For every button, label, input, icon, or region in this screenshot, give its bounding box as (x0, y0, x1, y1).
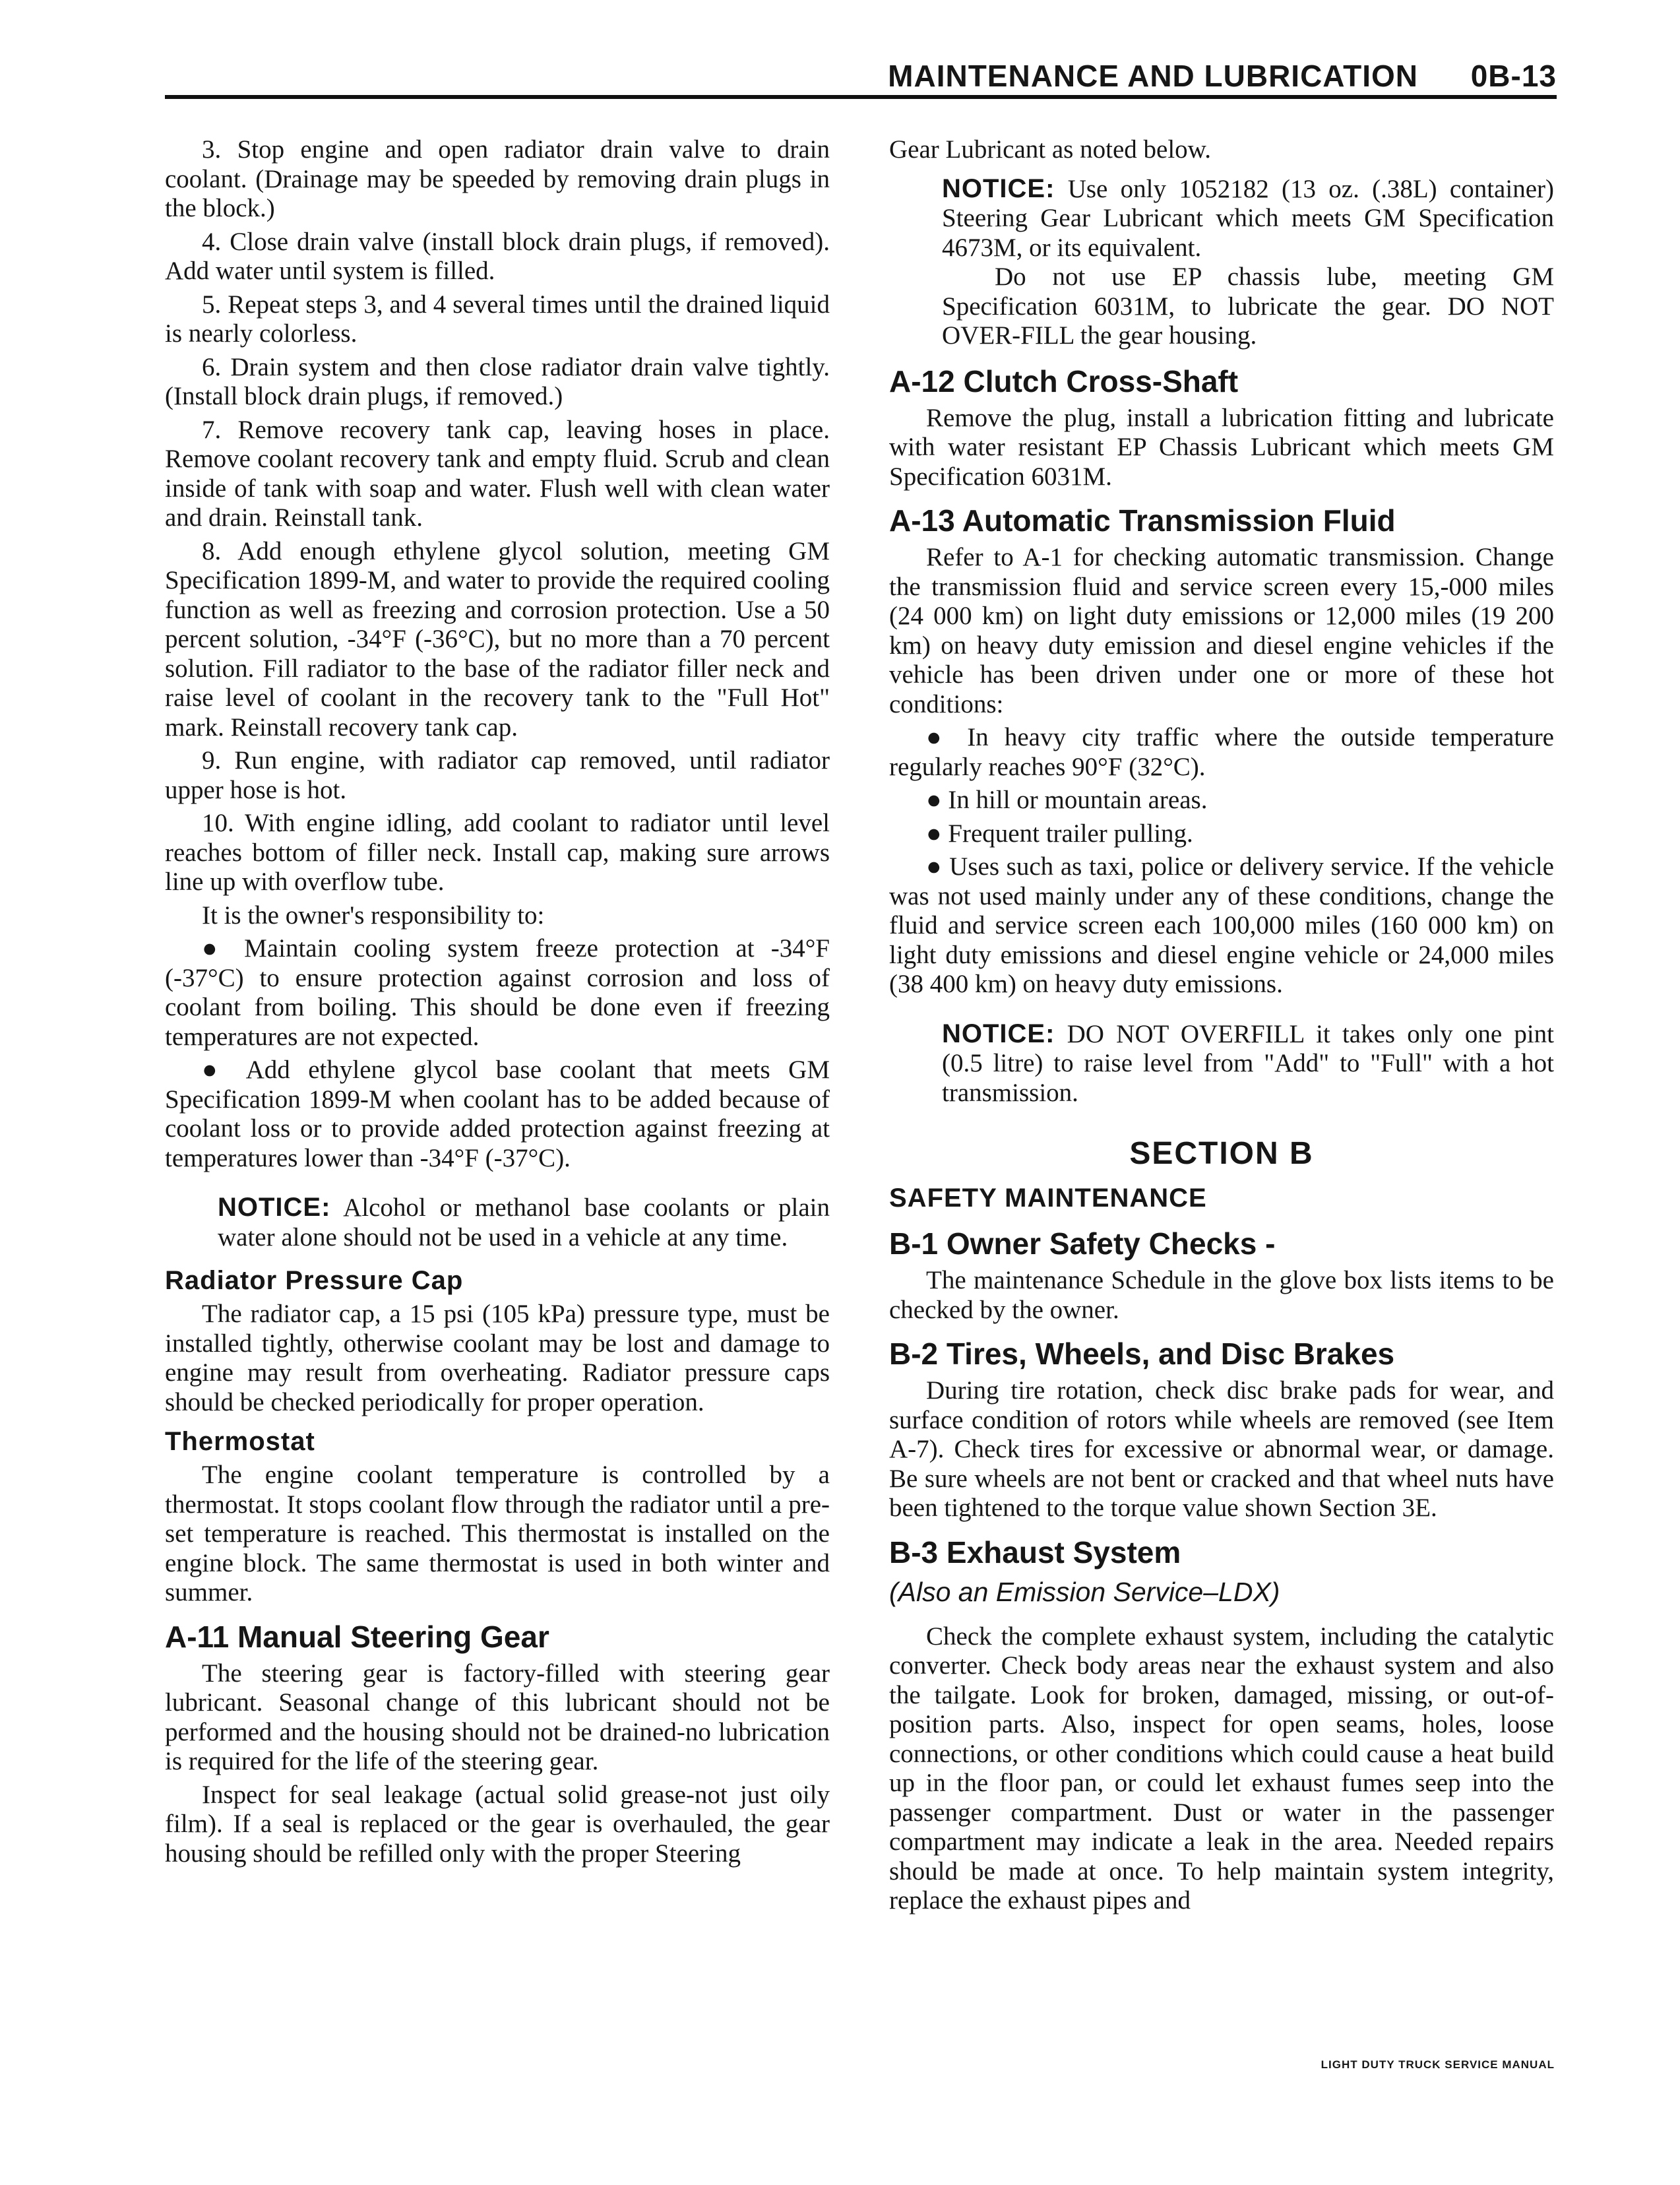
paragraph: The engine coolant temperature is controlled by a thermostat. It stops coolant flow through the radiator until a pre-set temperature is reached. This thermostat is installed on the engine block. The same thermostat is used in both winter and summer. (165, 1461, 830, 1606)
header-title: MAINTENANCE AND LUBRICATION (888, 59, 1418, 93)
section-heading: A-11 Manual Steering Gear (165, 1619, 549, 1654)
paragraph: It is the owner's responsibility to: (202, 901, 545, 930)
section-heading: A-12 Clutch Cross-Shaft (889, 364, 1239, 398)
subheading: Radiator Pressure Cap (165, 1266, 464, 1295)
notice-text: Do not use EP chassis lube, meeting GM Specification 6031M, to lubricate the gear. DO NOT OVER-FILL the gear housing. (942, 263, 1554, 350)
paragraph: 10. With engine idling, add coolant to radiator until level reaches bottom of filler neck. Install cap, making sure arrows line up with overflow tube. (165, 809, 830, 896)
paragraph: 9. Run engine, with radiator cap removed, until radiator upper hose is hot. (165, 746, 830, 804)
section-title: SECTION B (1129, 1136, 1314, 1171)
notice-label: NOTICE: (942, 1019, 1055, 1048)
notice-text: Alcohol or methanol base coolants or plain water alone should not be used in a vehicle at any time. (218, 1193, 830, 1251)
section-heading: B-2 Tires, Wheels, and Disc Brakes (889, 1337, 1395, 1371)
bullet-item: ● In heavy city traffic where the outside temperature regularly reaches 90°F (32°C). (889, 723, 1554, 781)
right-column (889, 135, 1554, 1920)
paragraph: Refer to A-1 for checking automatic transmission. Change the transmission fluid and service screen every 15,-000 miles (24 000 km) on light duty emissions or 12,000 miles (19 200 km) on heavy duty emission and diesel engine vehicles if the vehicle has been driven under one or more of these hot conditions: (889, 543, 1554, 718)
paragraph: 5. Repeat steps 3, and 4 several times until the drained liquid is nearly colorless. (165, 290, 830, 348)
paragraph: Gear Lubricant as noted below. (889, 135, 1212, 164)
paragraph: 8. Add enough ethylene glycol solution, meeting GM Specification 1899-M, and water to provide the required cooling function as well as freezing and corrosion protection. Use a 50 percent solution, -34°F (-36°C), but no more than a 70 percent solution. Fill radiator to the base of the radiator filler neck and raise level of coolant in the recovery tank to the "Full Hot" mark. Reinstall recovery tank cap. (165, 536, 830, 742)
notice-label: NOTICE: (218, 1193, 331, 1222)
bullet-item: ● Maintain cooling system freeze protection at -34°F (-37°C) to ensure protection against corrosion and loss of coolant from boiling. This should be done even if freezing temperatures are not expected. (165, 934, 830, 1051)
paragraph: 3. Stop engine and open radiator drain valve to drain coolant. (Drainage may be speeded by removing drain plugs in the block.) (165, 135, 830, 222)
notice-text: Use only 1052182 (13 oz. (.38L) container) Steering Gear Lubricant which meets GM Specification 4673M, or its equivalent. (942, 174, 1554, 262)
paragraph: The steering gear is factory-filled with steering gear lubricant. Seasonal change of this lubricant should not be performed and the housing should not be drained-no lubrication is required for the life of the steering gear. (165, 1659, 830, 1775)
page-header (165, 58, 1557, 99)
bullet-item: ● Frequent trailer pulling. (926, 819, 1193, 848)
paragraph: During tire rotation, check disc brake pads for wear, and surface condition of rotors while wheels are removed (see Item A-7). Check tires for excessive or abnormal wear, or damage. Be sure wheels are not bent or cracked and that wheel nuts have been tightened to the torque value shown Section 3E. (889, 1376, 1554, 1522)
paragraph: Inspect for seal leakage (actual solid grease-not just oily film). If a seal is replaced or the gear is overhauled, the gear housing should be refilled only with the proper Steering (165, 1780, 830, 1868)
section-heading: B-3 Exhaust System (889, 1535, 1181, 1569)
subheading: SAFETY MAINTENANCE (889, 1184, 1207, 1213)
paragraph: The radiator cap, a 15 psi (105 kPa) pressure type, must be installed tightly, otherwise coolant may be lost and damage to engine may result from overheating. Radiator pressure caps should be checked periodically for proper operation. (165, 1300, 830, 1416)
bullet-item: ● Add ethylene glycol base coolant that meets GM Specification 1899-M when coolant has to be added because of coolant loss or to provide added protection against freezing at temperatures lower than -34°F (-37°C). (165, 1056, 830, 1172)
section-heading: A-13 Automatic Transmission Fluid (889, 503, 1396, 538)
paragraph: 4. Close drain valve (install block drain plugs, if removed). Add water until system is filled. (165, 227, 830, 285)
notice-label: NOTICE: (942, 174, 1055, 203)
paragraph: 7. Remove recovery tank cap, leaving hoses in place. Remove coolant recovery tank and empty fluid. Scrub and clean inside of tank with soap and water. Flush well with clean water and drain. Reinstall tank. (165, 415, 830, 532)
italic-subtitle: (Also an Emission Service–LDX) (889, 1576, 1280, 1607)
subheading: Thermostat (165, 1427, 315, 1456)
bullet-item: ● In hill or mountain areas. (926, 786, 1208, 814)
footer-manual-title: LIGHT DUTY TRUCK SERVICE MANUAL (1321, 2058, 1555, 2071)
notice-text: DO NOT OVERFILL it takes only one pint (0.5 litre) to raise level from "Add" to "Full" with a hot transmission. (942, 1019, 1554, 1107)
page-number: 0B-13 (1470, 59, 1557, 93)
paragraph: Remove the plug, install a lubrication fitting and lubricate with water resistant EP Chassis Lubricant which meets GM Specification 6031M. (889, 403, 1554, 491)
paragraph: 6. Drain system and then close radiator drain valve tightly. (Install block drain plugs, if removed.) (165, 352, 830, 410)
bullet-item: ● Uses such as taxi, police or delivery service. If the vehicle was not used mainly under any of these conditions, change the fluid and service screen each 100,000 miles (160 000 km) on light duty emissions and diesel engine vehicle or 24,000 miles (38 400 km) on heavy duty emissions. (889, 852, 1554, 998)
notice-block (942, 174, 1554, 351)
left-column (165, 135, 830, 1872)
notice-block (942, 1019, 1554, 1108)
section-heading: B-1 Owner Safety Checks - (889, 1226, 1276, 1261)
paragraph: The maintenance Schedule in the glove box lists items to be checked by the owner. (889, 1266, 1554, 1324)
notice-block (218, 1193, 830, 1252)
paragraph: Check the complete exhaust system, including the catalytic converter. Check body areas near the exhaust system and also the tailgate. Look for broken, damaged, missing, or out-of-position parts. Also, inspect for open seams, holes, loose connections, or other conditions which could cause a heat build up in the floor pan, or could let exhaust fumes seep into the passenger compartment. Dust or water in the passenger compartment may indicate a leak in the area. Needed repairs should be made at once. To help maintain system integrity, replace the exhaust pipes and (889, 1622, 1554, 1915)
